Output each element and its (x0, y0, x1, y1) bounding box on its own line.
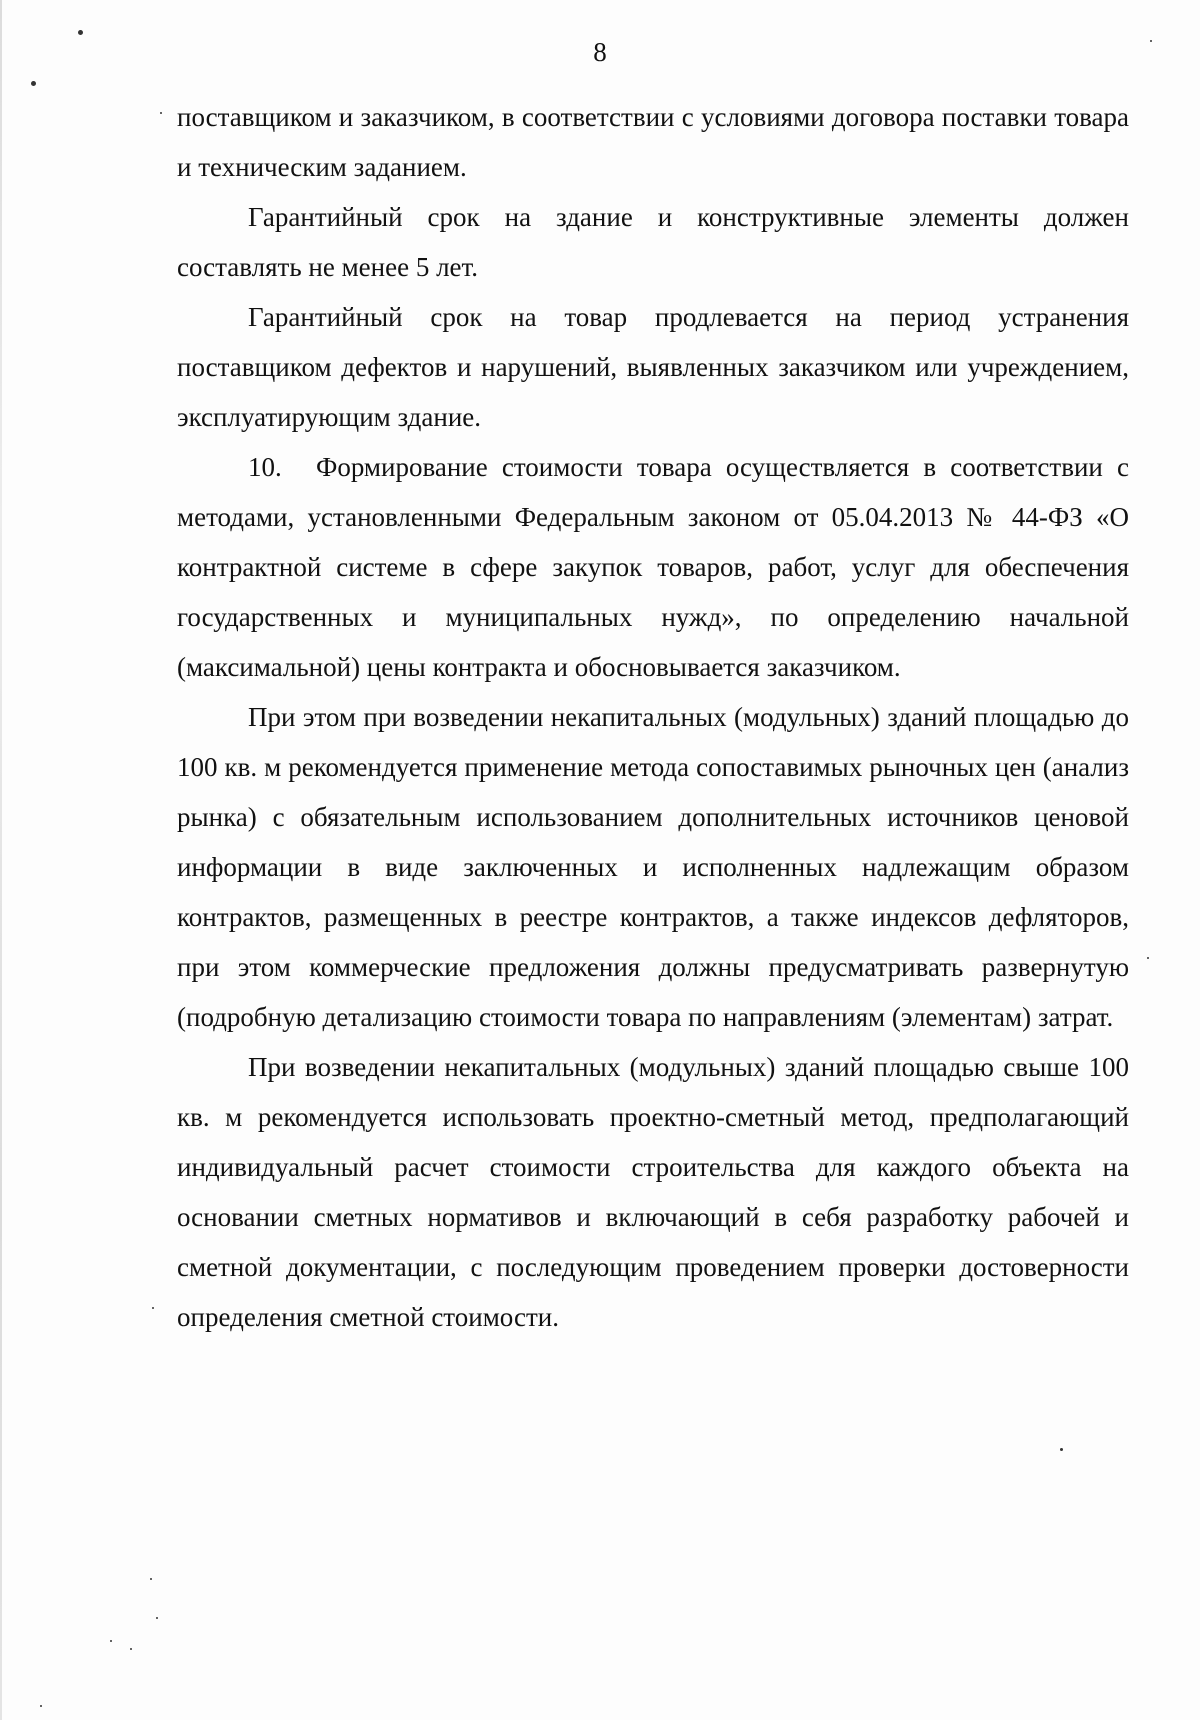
document-body (177, 92, 1129, 1342)
scan-speck (130, 1648, 132, 1650)
scan-speck (160, 112, 162, 114)
scan-speck (110, 1640, 112, 1642)
item-number: 10. (248, 452, 282, 482)
paragraph-continuation: поставщиком и заказчиком, в соответствии с условиями договора поставки товара и техническим заданием. (177, 102, 1129, 182)
scan-speck (31, 81, 36, 86)
paragraph-warranty-extension: Гарантийный срок на товар продлевается на период устранения поставщиком дефектов и нарушений, выявленных заказчиком или учреждением, эксплуатирующим здание. (177, 302, 1129, 432)
scan-speck (78, 30, 83, 35)
paragraph-item-10 (177, 442, 1129, 692)
scan-speck (150, 1578, 152, 1580)
scan-speck (156, 1617, 158, 1619)
scan-left-edge (0, 0, 2, 1720)
scan-speck (1147, 957, 1149, 959)
paragraph-over-100: При возведении некапитальных (модульных) зданий площадью свыше 100 кв. м рекомендуется использовать проектно-сметный метод, предполагающий индивидуальный расчет стоимости строительства для каждого объекта на основании сметных нормативов и включающий в себя разработку рабочей и сметной документации, с последующим проведением проверки достоверности определения сметной стоимости. (177, 1052, 1129, 1332)
scan-speck (1060, 1448, 1063, 1451)
item-10-text: Формирование стоимости товара осуществляется в соответствии с методами, установленными Федеральным законом от 05.04.2013 № 44-ФЗ «О контрактной системе в сфере закупок товаров, работ, услуг для обеспечения государственных и муниципальных нужд», по определению начальной (максимальной) цены контракта и обосновывается заказчиком. (177, 452, 1129, 682)
scan-speck (152, 1307, 154, 1309)
paragraph-warranty-building: Гарантийный срок на здание и конструктивные элементы должен составлять не менее 5 лет. (177, 202, 1129, 282)
paragraph-up-to-100: При этом при возведении некапитальных (модульных) зданий площадью до 100 кв. м рекомендуется применение метода сопоставимых рыночных цен (анализ рынка) с обязательным использованием дополнительных источников ценовой информации в виде заключенных и исполненных надлежащим образом контрактов, размещенных в реестре контрактов, а также индексов дефляторов, при этом коммерческие предложения должны предусматривать развернутую (подробную детализацию стоимости товара по направлениям (элементам) затрат. (177, 702, 1129, 1032)
scan-speck (1150, 40, 1152, 42)
scan-speck (40, 1705, 42, 1707)
page-number: 8 (593, 37, 607, 67)
